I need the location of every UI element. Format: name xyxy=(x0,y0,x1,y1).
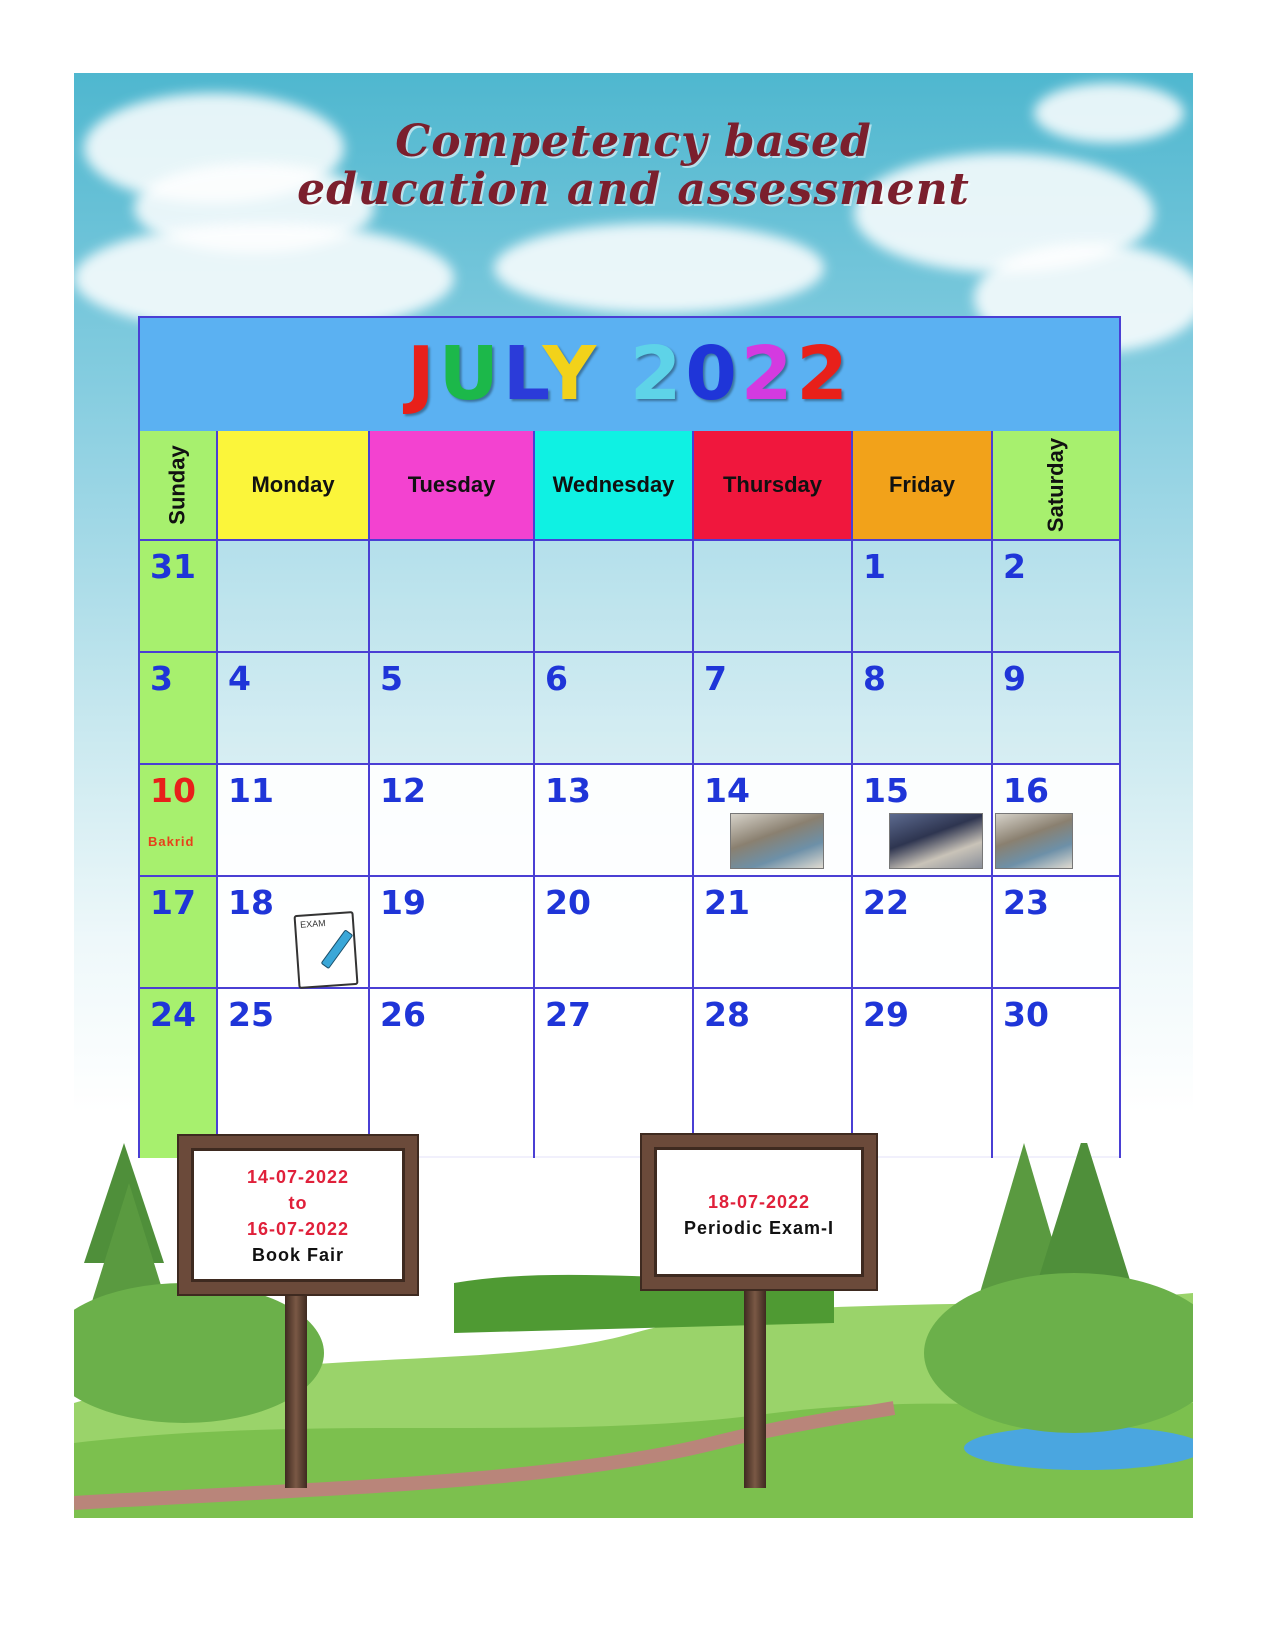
signpost-pole xyxy=(744,1288,766,1488)
title-line-1: Competency based xyxy=(395,116,872,167)
day-number: 28 xyxy=(704,995,750,1034)
day-cell[interactable] xyxy=(140,877,218,989)
weekday-label: Tuesday xyxy=(407,472,496,497)
day-number: 25 xyxy=(228,995,274,1034)
calendar-poster xyxy=(74,73,1193,1518)
day-number: 7 xyxy=(704,659,727,698)
day-cell[interactable] xyxy=(140,653,218,765)
day-cell[interactable] xyxy=(993,989,1119,1158)
weekday-label: Friday xyxy=(888,472,956,497)
day-cell[interactable] xyxy=(853,653,993,765)
weekday-header-friday xyxy=(853,431,993,541)
title-line-2: education and assessment xyxy=(297,164,970,215)
day-cell[interactable] xyxy=(535,765,694,877)
weekday-label: Saturday xyxy=(1043,437,1068,533)
exam-date: 18-07-2022 xyxy=(707,1192,811,1212)
cloud xyxy=(494,223,824,313)
day-number: 13 xyxy=(545,771,591,810)
day-cell[interactable] xyxy=(370,765,535,877)
day-number: 18 xyxy=(228,883,274,922)
weekday-label: Monday xyxy=(251,472,335,497)
book-fair-end-date: 16-07-2022 xyxy=(246,1219,350,1239)
day-cell[interactable] xyxy=(993,541,1119,653)
day-cell[interactable] xyxy=(140,989,218,1158)
day-number: 24 xyxy=(150,995,196,1034)
exam-sign xyxy=(642,1135,876,1289)
day-number: 26 xyxy=(380,995,426,1034)
day-cell[interactable] xyxy=(993,653,1119,765)
day-number: 8 xyxy=(863,659,886,698)
day-cell[interactable] xyxy=(370,541,535,653)
day-cell[interactable] xyxy=(370,653,535,765)
holiday-label: Bakrid xyxy=(148,834,195,849)
year-digit: 2 xyxy=(740,331,797,417)
year-digit: 2 xyxy=(629,331,686,417)
book-fair-photo xyxy=(889,813,983,869)
day-number: 6 xyxy=(545,659,568,698)
weekday-header-sunday xyxy=(140,431,218,541)
day-number: 11 xyxy=(228,771,274,810)
pen-icon xyxy=(321,929,354,969)
day-cell[interactable] xyxy=(218,653,370,765)
day-number: 16 xyxy=(1003,771,1049,810)
day-number: 29 xyxy=(863,995,909,1034)
day-cell[interactable] xyxy=(853,877,993,989)
day-number: 22 xyxy=(863,883,909,922)
day-number: 30 xyxy=(1003,995,1049,1034)
day-cell[interactable] xyxy=(218,989,370,1158)
day-number: 17 xyxy=(150,883,196,922)
weekday-header-saturday xyxy=(993,431,1119,541)
day-cell[interactable] xyxy=(694,653,853,765)
book-fair-photo xyxy=(730,813,824,869)
year-digit: 0 xyxy=(685,331,741,417)
day-cell[interactable] xyxy=(535,541,694,653)
day-cell[interactable] xyxy=(535,653,694,765)
day-number: 10 xyxy=(150,771,196,810)
book-fair-start-date: 14-07-2022 xyxy=(246,1167,350,1187)
book-fair-sign xyxy=(179,1136,417,1294)
book-fair-to: to xyxy=(288,1193,308,1213)
weekday-label: Wednesday xyxy=(552,472,675,497)
day-cell[interactable] xyxy=(694,541,853,653)
day-number: 15 xyxy=(863,771,909,810)
weekday-label: Sunday xyxy=(165,445,190,525)
weekday-header-monday xyxy=(218,431,370,541)
day-number: 3 xyxy=(150,659,173,698)
day-number: 20 xyxy=(545,883,591,922)
day-cell[interactable] xyxy=(535,989,694,1158)
day-number: 27 xyxy=(545,995,591,1034)
weekday-header-tuesday xyxy=(370,431,535,541)
day-cell[interactable] xyxy=(694,877,853,989)
day-cell[interactable] xyxy=(694,989,853,1158)
day-number: 1 xyxy=(863,547,886,586)
month-letter: J xyxy=(407,331,439,417)
day-number: 9 xyxy=(1003,659,1026,698)
month-letter: U xyxy=(438,331,503,417)
day-cell[interactable] xyxy=(370,989,535,1158)
weekday-header-wednesday xyxy=(535,431,694,541)
signpost-pole xyxy=(285,1288,307,1488)
month-calendar xyxy=(138,316,1121,1158)
exam-paper-icon xyxy=(293,911,358,989)
day-number: 21 xyxy=(704,883,750,922)
day-cell[interactable] xyxy=(853,989,993,1158)
day-number: 23 xyxy=(1003,883,1049,922)
day-number: 19 xyxy=(380,883,426,922)
day-cell[interactable] xyxy=(140,765,218,877)
day-number: 12 xyxy=(380,771,426,810)
day-cell[interactable] xyxy=(218,541,370,653)
year-digit: 2 xyxy=(796,331,852,417)
day-cell[interactable] xyxy=(140,541,218,653)
exam-icon-text: EXAM xyxy=(299,917,326,930)
book-fair-photo xyxy=(995,813,1073,869)
day-number: 4 xyxy=(228,659,251,698)
weekday-header-thursday xyxy=(694,431,853,541)
day-cell[interactable] xyxy=(218,877,370,989)
day-number: 5 xyxy=(380,659,403,698)
exam-label: Periodic Exam-I xyxy=(683,1218,835,1238)
month-banner xyxy=(140,318,1119,433)
day-number: 14 xyxy=(704,771,750,810)
day-cell[interactable] xyxy=(853,541,993,653)
month-title xyxy=(140,318,1119,431)
day-number: 2 xyxy=(1003,547,1026,586)
day-cell[interactable] xyxy=(993,765,1119,877)
day-cell[interactable] xyxy=(694,765,853,877)
month-letter: L xyxy=(502,331,543,417)
day-cell[interactable] xyxy=(370,877,535,989)
month-letter: Y xyxy=(542,331,601,417)
day-cell[interactable] xyxy=(993,877,1119,989)
day-number: 31 xyxy=(150,547,196,586)
book-fair-label: Book Fair xyxy=(251,1245,344,1265)
day-cell[interactable] xyxy=(218,765,370,877)
day-cell[interactable] xyxy=(853,765,993,877)
day-cell[interactable] xyxy=(535,877,694,989)
weekday-label: Thursday xyxy=(722,472,823,497)
poster-title xyxy=(74,118,1193,214)
